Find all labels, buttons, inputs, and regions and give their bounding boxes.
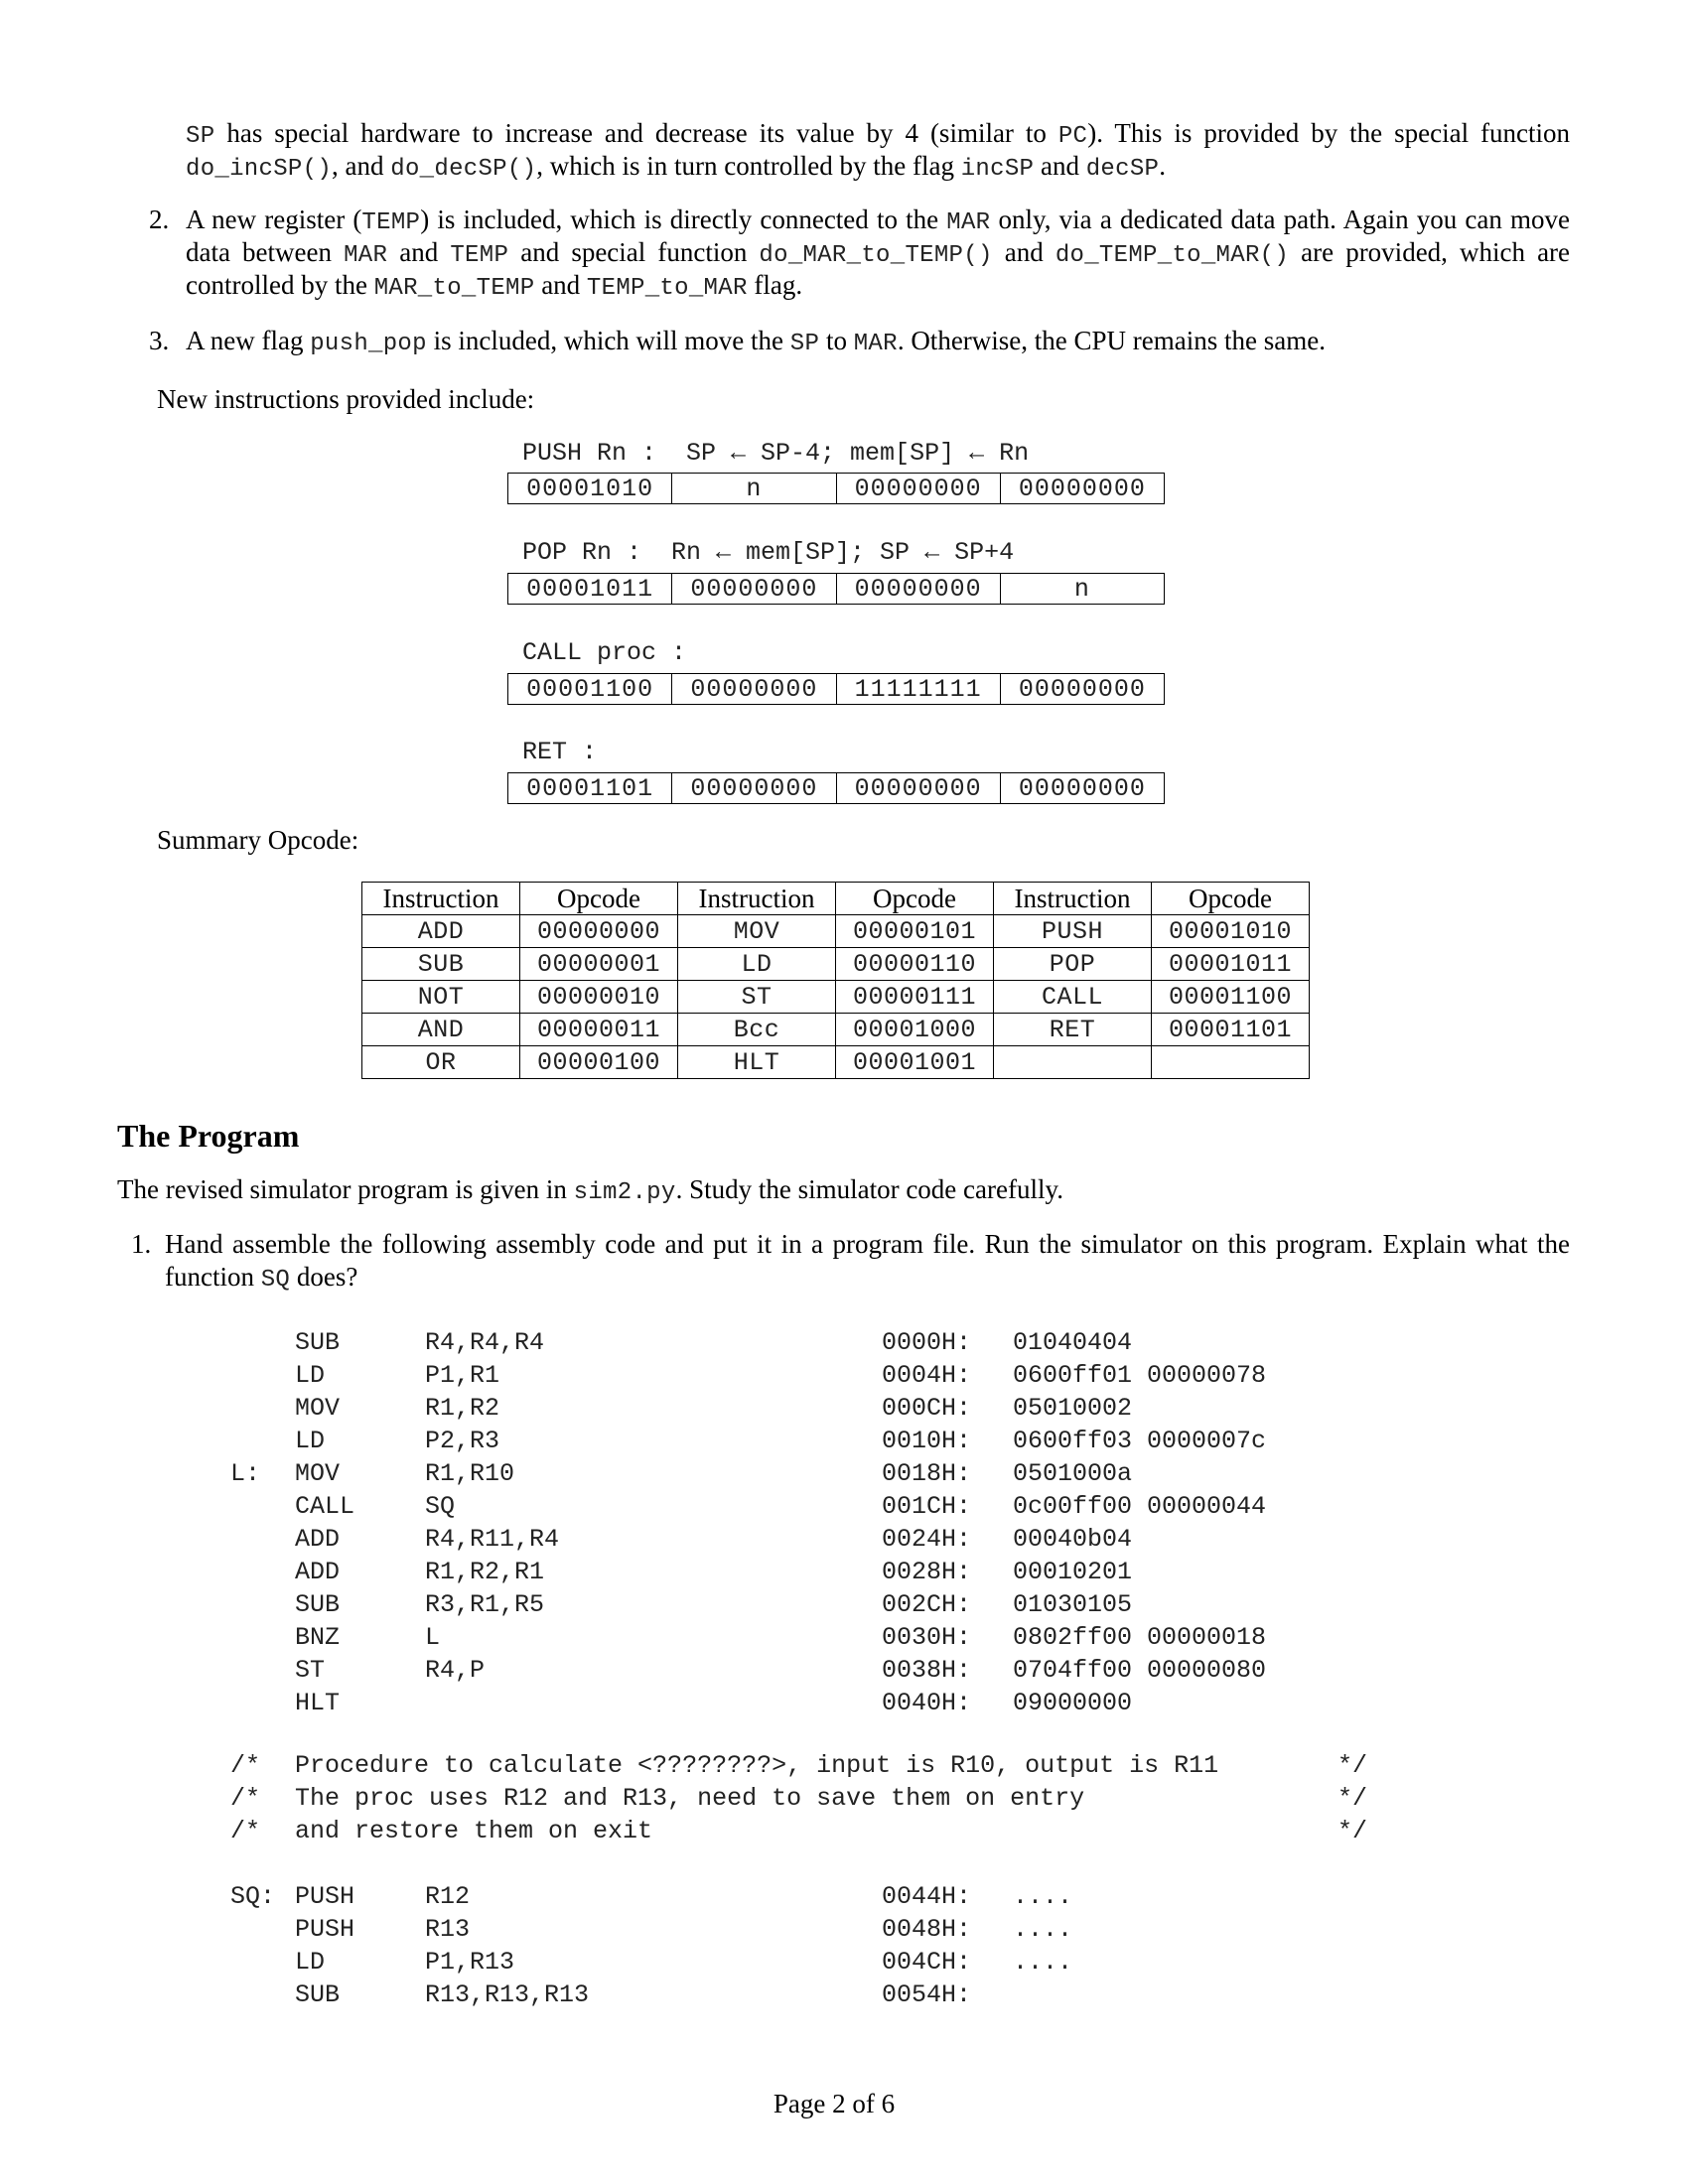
opcode-cell: 00001101 xyxy=(1152,1014,1310,1046)
code-address: 0004H: xyxy=(882,1361,972,1390)
code-machine-word: 00040b04 xyxy=(1013,1525,1133,1554)
code-address: 0048H: xyxy=(882,1915,972,1944)
code-label: L: xyxy=(230,1459,261,1488)
opcode-summary-table xyxy=(361,882,1310,1079)
instruction-cell: AND xyxy=(362,1014,520,1046)
code-mnemonic: SUB xyxy=(295,1590,341,1619)
text-run: , and xyxy=(332,151,391,181)
text-run: controlled by the xyxy=(186,270,374,300)
code-mnemonic: BNZ xyxy=(295,1623,341,1652)
code-address: 000CH: xyxy=(882,1394,972,1423)
item-2-line-2 xyxy=(186,236,1570,269)
item-2-line-3 xyxy=(186,269,1570,302)
encoding-field: 00001101 xyxy=(508,773,672,804)
text-run: function xyxy=(165,1262,261,1292)
comment-open: /* xyxy=(230,1784,261,1813)
code-mnemonic: CALL xyxy=(295,1492,355,1521)
text-run: and xyxy=(992,237,1055,267)
list-number: 3. xyxy=(149,326,170,355)
opcode-cell: 00000110 xyxy=(836,948,994,981)
inline-code: MAR_to_TEMP xyxy=(373,275,535,302)
text-run: . xyxy=(1159,151,1166,181)
opcode-cell: 00000010 xyxy=(520,981,678,1014)
call-encoding-table xyxy=(507,673,1165,705)
text-run: data between xyxy=(186,237,345,267)
instruction-cell: PUSH xyxy=(994,915,1152,948)
table-row xyxy=(362,948,1310,981)
code-operands: R1,R2,R1 xyxy=(425,1558,545,1586)
text-run: to xyxy=(819,326,854,355)
opcode-cell: 00000100 xyxy=(520,1046,678,1079)
inline-code: sim2.py xyxy=(573,1179,676,1206)
code-operands: R13,R13,R13 xyxy=(425,1980,590,2009)
table-header-row xyxy=(362,883,1310,915)
column-header: Opcode xyxy=(1152,883,1310,915)
table-row xyxy=(362,1014,1310,1046)
code-mnemonic: MOV xyxy=(295,1459,341,1488)
text-run: are provided, which are xyxy=(1289,237,1571,267)
text-run: . Otherwise, the CPU remains the same. xyxy=(897,326,1326,355)
inline-code: push_pop xyxy=(310,331,427,357)
encoding-field: 00001100 xyxy=(508,674,672,705)
encoding-field: 11111111 xyxy=(836,674,1000,705)
column-header: Opcode xyxy=(520,883,678,915)
code-machine-word: .... xyxy=(1013,1915,1073,1944)
instruction-cell: HLT xyxy=(678,1046,836,1079)
inline-code: do_MAR_to_TEMP() xyxy=(759,242,993,269)
instruction-cell: OR xyxy=(362,1046,520,1079)
text-run: and xyxy=(387,237,451,267)
push-encoding-table xyxy=(507,473,1165,504)
list-number: 1. xyxy=(131,1229,152,1259)
comment-text: Procedure to calculate <????????>, input is R10, output is R11 xyxy=(295,1751,1219,1780)
opcode-cell: 00000000 xyxy=(520,915,678,948)
text-run: is included, which will move the xyxy=(426,326,790,355)
code-operands: P1,R13 xyxy=(425,1948,515,1977)
item-2-line-1 xyxy=(186,204,1570,236)
comment-close: */ xyxy=(1337,1784,1368,1813)
text-run: does? xyxy=(290,1262,358,1292)
opcode-cell: 00000001 xyxy=(520,948,678,981)
text-run: A new flag xyxy=(186,326,311,355)
text-run: . Study the simulator code carefully. xyxy=(675,1174,1063,1204)
column-header: Instruction xyxy=(678,883,836,915)
instruction-cell: MOV xyxy=(678,915,836,948)
comment-open: /* xyxy=(230,1817,261,1845)
opcode-cell: 00001100 xyxy=(1152,981,1310,1014)
table-row xyxy=(362,981,1310,1014)
inline-code: SP xyxy=(789,331,820,357)
opcode-cell: 00001010 xyxy=(1152,915,1310,948)
code-address: 002CH: xyxy=(882,1590,972,1619)
column-header: Instruction xyxy=(994,883,1152,915)
encoding-field: 00000000 xyxy=(1000,674,1164,705)
inline-code: MAR xyxy=(853,331,898,357)
instruction-cell: Bcc xyxy=(678,1014,836,1046)
list-number: 2. xyxy=(149,205,170,234)
inline-code: PC xyxy=(1057,123,1088,150)
section-title: The Program xyxy=(117,1118,300,1154)
encoding-field: 00000000 xyxy=(672,773,836,804)
opcode-cell: 00001001 xyxy=(836,1046,994,1079)
opcode-cell xyxy=(1152,1046,1310,1079)
code-operands: R3,R1,R5 xyxy=(425,1590,545,1619)
code-mnemonic: ADD xyxy=(295,1525,341,1554)
encoding-field: 00000000 xyxy=(836,574,1000,605)
encoding-field: 00000000 xyxy=(672,574,836,605)
code-mnemonic: MOV xyxy=(295,1394,341,1423)
instruction-cell: LD xyxy=(678,948,836,981)
comment-text: The proc uses R12 and R13, need to save them on entry xyxy=(295,1784,1085,1813)
inline-code: TEMP xyxy=(361,209,421,236)
code-mnemonic: SUB xyxy=(295,1328,341,1357)
inline-code: MAR xyxy=(344,242,388,269)
encoding-field: 00000000 xyxy=(1000,474,1164,504)
text-run: has special hardware to increase and decrease its value by 4 (similar to xyxy=(214,118,1058,148)
page-footer: Page 2 of 6 xyxy=(773,2089,896,2118)
code-machine-word: 01040404 xyxy=(1013,1328,1133,1357)
encoding-field: n xyxy=(1000,574,1164,605)
code-machine-word: 05010002 xyxy=(1013,1394,1133,1423)
code-machine-word: 09000000 xyxy=(1013,1689,1133,1717)
code-address: 0010H: xyxy=(882,1427,972,1455)
encoding-field: 00000000 xyxy=(836,773,1000,804)
code-operands: R12 xyxy=(425,1882,471,1911)
comment-text: and restore them on exit xyxy=(295,1817,653,1845)
instruction-cell: RET xyxy=(994,1014,1152,1046)
code-address: 0038H: xyxy=(882,1656,972,1685)
instruction-cell: POP xyxy=(994,948,1152,981)
code-operands: R1,R2 xyxy=(425,1394,500,1423)
inline-code: MAR xyxy=(946,209,991,236)
inline-code: do_decSP() xyxy=(390,156,537,183)
instruction-cell: CALL xyxy=(994,981,1152,1014)
code-machine-word: 0c00ff00 00000044 xyxy=(1013,1492,1267,1521)
code-operands: R1,R10 xyxy=(425,1459,515,1488)
code-machine-word: .... xyxy=(1013,1882,1073,1911)
code-mnemonic: ADD xyxy=(295,1558,341,1586)
code-mnemonic: HLT xyxy=(295,1689,341,1717)
instruction-cell: ST xyxy=(678,981,836,1014)
code-machine-word: 0600ff03 0000007c xyxy=(1013,1427,1267,1455)
code-operands: SQ xyxy=(425,1492,456,1521)
code-machine-word: 0501000a xyxy=(1013,1459,1133,1488)
table-row xyxy=(362,1046,1310,1079)
code-mnemonic: ST xyxy=(295,1656,326,1685)
text-run: ) is included, which is directly connected to the xyxy=(420,205,947,234)
code-mnemonic: SUB xyxy=(295,1980,341,2009)
text-run: and xyxy=(1034,151,1086,181)
code-operands: P1,R1 xyxy=(425,1361,500,1390)
opcode-cell: 00000111 xyxy=(836,981,994,1014)
code-address: 0030H: xyxy=(882,1623,972,1652)
program-paragraph xyxy=(117,1173,1063,1209)
code-address: 0028H: xyxy=(882,1558,972,1586)
ret-encoding-table xyxy=(507,772,1165,804)
code-address: 0044H: xyxy=(882,1882,972,1911)
question-line-2 xyxy=(165,1261,1570,1294)
encoding-field: n xyxy=(672,474,836,504)
code-operands: R4,R11,R4 xyxy=(425,1525,560,1554)
code-address: 0018H: xyxy=(882,1459,972,1488)
encoding-field: 00001010 xyxy=(508,474,672,504)
code-label: SQ: xyxy=(230,1882,276,1911)
encoding-field: 00000000 xyxy=(672,674,836,705)
item-3-line-1 xyxy=(186,325,1570,357)
text-run: , which is in turn controlled by the flag xyxy=(536,151,961,181)
code-operands: P2,R3 xyxy=(425,1427,500,1455)
code-machine-word: 0704ff00 00000080 xyxy=(1013,1656,1267,1685)
encoding-field: 00001011 xyxy=(508,574,672,605)
text-run: only, via a dedicated data path. Again you can move xyxy=(990,205,1570,234)
code-mnemonic: LD xyxy=(295,1948,326,1977)
text-run: flag. xyxy=(747,270,803,300)
comment-close: */ xyxy=(1337,1751,1368,1780)
code-machine-word: .... xyxy=(1013,1948,1073,1977)
code-machine-word: 0600ff01 00000078 xyxy=(1013,1361,1267,1390)
pop-encoding-label: POP Rn : Rn ← mem[SP]; SP ← SP+4 xyxy=(522,538,1015,567)
code-machine-word: 00010201 xyxy=(1013,1558,1133,1586)
column-header: Instruction xyxy=(362,883,520,915)
code-address: 0054H: xyxy=(882,1980,972,2009)
text-run: Hand assemble the following assembly code and put it in a program file. Run the simulator on this program. Explain what the xyxy=(165,1229,1570,1259)
opcode-cell: 00001000 xyxy=(836,1014,994,1046)
table-row xyxy=(362,915,1310,948)
call-encoding-label: CALL proc : xyxy=(522,638,687,667)
text-run: The revised simulator program is given in xyxy=(117,1174,574,1204)
encoding-field: 00000000 xyxy=(836,474,1000,504)
inline-code: SP xyxy=(186,123,215,150)
code-mnemonic: LD xyxy=(295,1361,326,1390)
instruction-cell xyxy=(994,1046,1152,1079)
pop-encoding-table xyxy=(507,573,1165,605)
opcode-cell: 00001011 xyxy=(1152,948,1310,981)
code-operands: L xyxy=(425,1623,441,1652)
ret-encoding-label: RET : xyxy=(522,738,598,766)
code-operands: R13 xyxy=(425,1915,471,1944)
code-address: 0040H: xyxy=(882,1689,972,1717)
code-address: 001CH: xyxy=(882,1492,972,1521)
code-address: 0000H: xyxy=(882,1328,972,1357)
inline-code: incSP xyxy=(960,156,1035,183)
comment-close: */ xyxy=(1337,1817,1368,1845)
summary-opcode-label: Summary Opcode: xyxy=(157,825,359,855)
text-run: and special function xyxy=(508,237,760,267)
instruction-cell: NOT xyxy=(362,981,520,1014)
code-operands: R4,R4,R4 xyxy=(425,1328,545,1357)
inline-code: SQ xyxy=(260,1267,291,1294)
inline-code: do_incSP() xyxy=(186,156,333,183)
column-header: Opcode xyxy=(836,883,994,915)
text-run: and xyxy=(534,270,587,300)
encoding-field: 00000000 xyxy=(1000,773,1164,804)
intro-paragraph xyxy=(186,117,1570,183)
code-mnemonic: LD xyxy=(295,1427,326,1455)
code-mnemonic: PUSH xyxy=(295,1882,355,1911)
inline-code: decSP xyxy=(1085,156,1160,183)
comment-open: /* xyxy=(230,1751,261,1780)
opcode-cell: 00000101 xyxy=(836,915,994,948)
text-run: A new register ( xyxy=(186,205,362,234)
code-machine-word: 01030105 xyxy=(1013,1590,1133,1619)
code-operands: R4,P xyxy=(425,1656,486,1685)
push-encoding-label: PUSH Rn : SP ← SP-4; mem[SP] ← Rn xyxy=(522,439,1030,468)
code-machine-word: 0802ff00 00000018 xyxy=(1013,1623,1267,1652)
opcode-cell: 00000011 xyxy=(520,1014,678,1046)
code-address: 0024H: xyxy=(882,1525,972,1554)
instruction-cell: ADD xyxy=(362,915,520,948)
inline-code: TEMP xyxy=(450,242,509,269)
code-address: 004CH: xyxy=(882,1948,972,1977)
code-mnemonic: PUSH xyxy=(295,1915,355,1944)
question-line-1 xyxy=(165,1228,1570,1261)
new-instructions-label: New instructions provided include: xyxy=(157,384,535,414)
intro-line-2 xyxy=(186,150,1570,183)
instruction-cell: SUB xyxy=(362,948,520,981)
intro-line-1 xyxy=(186,117,1570,150)
inline-code: do_TEMP_to_MAR() xyxy=(1055,242,1290,269)
text-run: ). This is provided by the special function xyxy=(1087,118,1570,148)
inline-code: TEMP_to_MAR xyxy=(586,275,748,302)
